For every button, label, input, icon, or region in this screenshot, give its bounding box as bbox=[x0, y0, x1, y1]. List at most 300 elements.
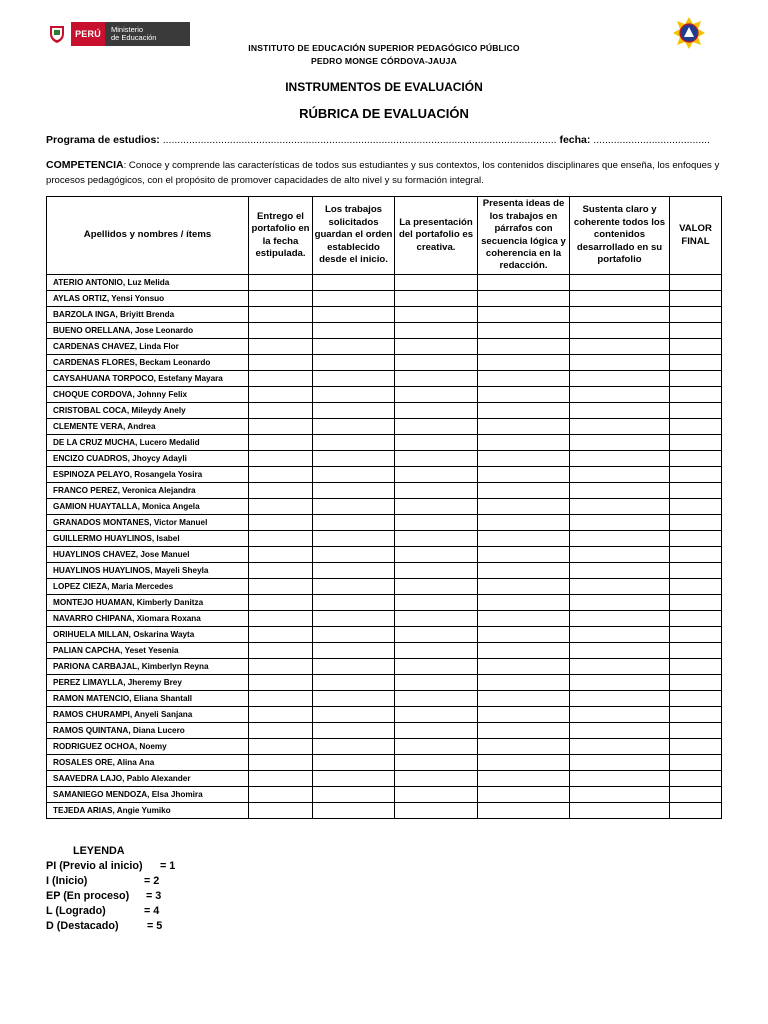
score-cell[interactable] bbox=[313, 611, 395, 627]
score-cell[interactable] bbox=[249, 339, 313, 355]
table-row bbox=[47, 771, 722, 787]
table-row bbox=[47, 643, 722, 659]
score-cell[interactable] bbox=[249, 547, 313, 563]
score-cell[interactable] bbox=[570, 547, 670, 563]
score-cell[interactable] bbox=[313, 339, 395, 355]
score-cell[interactable] bbox=[313, 467, 395, 483]
score-cell[interactable] bbox=[249, 611, 313, 627]
score-cell[interactable] bbox=[249, 755, 313, 771]
rubric-table bbox=[46, 196, 722, 819]
score-cell[interactable] bbox=[395, 787, 478, 803]
score-cell[interactable] bbox=[570, 803, 670, 819]
score-cell[interactable] bbox=[249, 643, 313, 659]
score-cell[interactable] bbox=[570, 675, 670, 691]
valor-final-cell[interactable] bbox=[670, 355, 722, 371]
score-cell[interactable] bbox=[478, 579, 570, 595]
table-row bbox=[47, 451, 722, 467]
score-cell[interactable] bbox=[570, 579, 670, 595]
score-cell[interactable] bbox=[478, 339, 570, 355]
score-cell[interactable] bbox=[249, 323, 313, 339]
score-cell[interactable] bbox=[249, 275, 313, 291]
score-cell[interactable] bbox=[570, 707, 670, 723]
score-cell[interactable] bbox=[249, 659, 313, 675]
valor-final-cell[interactable] bbox=[670, 275, 722, 291]
legend-item bbox=[46, 859, 175, 874]
score-cell[interactable] bbox=[249, 387, 313, 403]
score-cell[interactable] bbox=[570, 627, 670, 643]
score-cell[interactable] bbox=[570, 595, 670, 611]
legend bbox=[46, 844, 175, 934]
legend-value: = 1 bbox=[160, 860, 176, 872]
table-row bbox=[47, 515, 722, 531]
competencia-text: : Conoce y comprende las características de todos sus estudiantes y sus contextos, los contenidos disciplinares que enseña, los enfoques y procesos pedagógicos, con el propósito de promover capacidades de alto nivel y su formación integral. bbox=[46, 160, 720, 186]
student-name: CARDENAS CHAVEZ, Linda Flor bbox=[47, 339, 249, 355]
student-name: CARDENAS FLORES, Beckam Leonardo bbox=[47, 355, 249, 371]
score-cell[interactable] bbox=[478, 771, 570, 787]
score-cell[interactable] bbox=[570, 403, 670, 419]
table-row bbox=[47, 627, 722, 643]
score-cell[interactable] bbox=[395, 531, 478, 547]
student-name: GUILLERMO HUAYLINOS, Isabel bbox=[47, 531, 249, 547]
score-cell[interactable] bbox=[478, 595, 570, 611]
score-cell[interactable] bbox=[478, 787, 570, 803]
score-cell[interactable] bbox=[395, 755, 478, 771]
score-cell[interactable] bbox=[249, 627, 313, 643]
legend-label: L (Logrado) bbox=[46, 905, 106, 917]
score-cell[interactable] bbox=[570, 771, 670, 787]
table-row bbox=[47, 371, 722, 387]
score-cell[interactable] bbox=[570, 275, 670, 291]
student-name: CRISTOBAL COCA, Mileydy Anely bbox=[47, 403, 249, 419]
valor-final-cell[interactable] bbox=[670, 771, 722, 787]
score-cell[interactable] bbox=[249, 451, 313, 467]
score-cell[interactable] bbox=[249, 531, 313, 547]
score-cell[interactable] bbox=[395, 579, 478, 595]
valor-final-cell[interactable] bbox=[670, 675, 722, 691]
score-cell[interactable] bbox=[395, 467, 478, 483]
student-name: GAMION HUAYTALLA, Monica Angela bbox=[47, 499, 249, 515]
score-cell[interactable] bbox=[249, 675, 313, 691]
score-cell[interactable] bbox=[570, 659, 670, 675]
ministry-line-2: de Educación bbox=[111, 33, 157, 42]
student-name: RAMOS CHURAMPI, Anyeli Sanjana bbox=[47, 707, 249, 723]
score-cell[interactable] bbox=[395, 691, 478, 707]
header-criterio-2: Los trabajos solicitados guardan el orden establecido desde el inicio. bbox=[313, 197, 395, 275]
student-name: ROSALES ORE, Alina Ana bbox=[47, 755, 249, 771]
score-cell[interactable] bbox=[395, 403, 478, 419]
score-cell[interactable] bbox=[395, 499, 478, 515]
student-name: ORIHUELA MILLAN, Oskarina Wayta bbox=[47, 627, 249, 643]
valor-final-cell[interactable] bbox=[670, 595, 722, 611]
table-row bbox=[47, 579, 722, 595]
score-cell[interactable] bbox=[313, 291, 395, 307]
score-cell[interactable] bbox=[478, 691, 570, 707]
valor-final-cell[interactable] bbox=[670, 627, 722, 643]
legend-value: = 5 bbox=[147, 920, 163, 932]
score-cell[interactable] bbox=[478, 371, 570, 387]
score-cell[interactable] bbox=[249, 499, 313, 515]
score-cell[interactable] bbox=[395, 307, 478, 323]
score-cell[interactable] bbox=[478, 755, 570, 771]
score-cell[interactable] bbox=[395, 435, 478, 451]
score-cell[interactable] bbox=[395, 387, 478, 403]
score-cell[interactable] bbox=[478, 355, 570, 371]
score-cell[interactable] bbox=[570, 435, 670, 451]
score-cell[interactable] bbox=[395, 771, 478, 787]
programa-field[interactable]: ....................................................................................................................................... bbox=[159, 134, 557, 146]
score-cell[interactable] bbox=[478, 515, 570, 531]
student-name: GRANADOS MONTANES, Victor Manuel bbox=[47, 515, 249, 531]
competencia-label: COMPETENCIA bbox=[46, 159, 124, 171]
score-cell[interactable] bbox=[395, 611, 478, 627]
score-cell[interactable] bbox=[478, 435, 570, 451]
legend-label: D (Destacado) bbox=[46, 920, 119, 932]
student-name: LOPEZ CIEZA, Maria Mercedes bbox=[47, 579, 249, 595]
score-cell[interactable] bbox=[570, 531, 670, 547]
table-row bbox=[47, 531, 722, 547]
score-cell[interactable] bbox=[313, 739, 395, 755]
student-name: CLEMENTE VERA, Andrea bbox=[47, 419, 249, 435]
student-name: SAMANIEGO MENDOZA, Elsa Jhomira bbox=[47, 787, 249, 803]
score-cell[interactable] bbox=[478, 275, 570, 291]
table-row bbox=[47, 499, 722, 515]
valor-final-cell[interactable] bbox=[670, 435, 722, 451]
score-cell[interactable] bbox=[313, 691, 395, 707]
document-title: INSTRUMENTOS DE EVALUACIÓN bbox=[285, 80, 483, 94]
score-cell[interactable] bbox=[478, 419, 570, 435]
competencia-paragraph bbox=[46, 158, 724, 188]
valor-final-cell[interactable] bbox=[670, 787, 722, 803]
score-cell[interactable] bbox=[570, 371, 670, 387]
institution-location: PEDRO MONGE CÓRDOVA-JAUJA bbox=[311, 56, 457, 66]
valor-final-cell[interactable] bbox=[670, 803, 722, 819]
score-cell[interactable] bbox=[313, 323, 395, 339]
student-name: PARIONA CARBAJAL, Kimberlyn Reyna bbox=[47, 659, 249, 675]
table-row bbox=[47, 291, 722, 307]
score-cell[interactable] bbox=[478, 675, 570, 691]
score-cell[interactable] bbox=[395, 659, 478, 675]
score-cell[interactable] bbox=[313, 707, 395, 723]
table-row bbox=[47, 755, 722, 771]
score-cell[interactable] bbox=[313, 723, 395, 739]
score-cell[interactable] bbox=[249, 739, 313, 755]
score-cell[interactable] bbox=[395, 547, 478, 563]
score-cell[interactable] bbox=[313, 387, 395, 403]
score-cell[interactable] bbox=[313, 547, 395, 563]
valor-final-cell[interactable] bbox=[670, 387, 722, 403]
score-cell[interactable] bbox=[570, 723, 670, 739]
score-cell[interactable] bbox=[395, 275, 478, 291]
table-row bbox=[47, 355, 722, 371]
score-cell[interactable] bbox=[395, 707, 478, 723]
score-cell[interactable] bbox=[249, 595, 313, 611]
valor-final-cell[interactable] bbox=[670, 707, 722, 723]
valor-final-cell[interactable] bbox=[670, 643, 722, 659]
score-cell[interactable] bbox=[395, 723, 478, 739]
student-name: RODRIGUEZ OCHOA, Noemy bbox=[47, 739, 249, 755]
valor-final-cell[interactable] bbox=[670, 691, 722, 707]
header-nombres: Apellidos y nombres / ítems bbox=[47, 197, 249, 275]
score-cell[interactable] bbox=[395, 803, 478, 819]
score-cell[interactable] bbox=[249, 419, 313, 435]
table-row bbox=[47, 275, 722, 291]
score-cell[interactable] bbox=[313, 579, 395, 595]
score-cell[interactable] bbox=[249, 563, 313, 579]
score-cell[interactable] bbox=[570, 499, 670, 515]
score-cell[interactable] bbox=[570, 691, 670, 707]
score-cell[interactable] bbox=[570, 451, 670, 467]
score-cell[interactable] bbox=[313, 499, 395, 515]
student-name: CAYSAHUANA TORPOCO, Estefany Mayara bbox=[47, 371, 249, 387]
table-row bbox=[47, 563, 722, 579]
score-cell[interactable] bbox=[395, 451, 478, 467]
valor-final-cell[interactable] bbox=[670, 323, 722, 339]
document-subtitle: RÚBRICA DE EVALUACIÓN bbox=[299, 106, 469, 121]
score-cell[interactable] bbox=[570, 755, 670, 771]
score-cell[interactable] bbox=[570, 355, 670, 371]
legend-item bbox=[46, 874, 175, 889]
table-row bbox=[47, 659, 722, 675]
student-name: ENCIZO CUADROS, Jhoycy Adayli bbox=[47, 451, 249, 467]
score-cell[interactable] bbox=[313, 451, 395, 467]
score-cell[interactable] bbox=[478, 323, 570, 339]
table-row bbox=[47, 707, 722, 723]
student-name: PEREZ LIMAYLLA, Jheremy Brey bbox=[47, 675, 249, 691]
score-cell[interactable] bbox=[478, 483, 570, 499]
score-cell[interactable] bbox=[249, 467, 313, 483]
fecha-label: fecha: bbox=[556, 134, 591, 146]
score-cell[interactable] bbox=[313, 371, 395, 387]
score-cell[interactable] bbox=[395, 739, 478, 755]
score-cell[interactable] bbox=[313, 771, 395, 787]
score-cell[interactable] bbox=[395, 643, 478, 659]
score-cell[interactable] bbox=[478, 467, 570, 483]
score-cell[interactable] bbox=[570, 419, 670, 435]
valor-final-cell[interactable] bbox=[670, 611, 722, 627]
legend-value: = 2 bbox=[144, 875, 160, 887]
score-cell[interactable] bbox=[313, 355, 395, 371]
student-name: FRANCO PEREZ, Veronica Alejandra bbox=[47, 483, 249, 499]
table-row bbox=[47, 611, 722, 627]
valor-final-cell[interactable] bbox=[670, 403, 722, 419]
score-cell[interactable] bbox=[478, 387, 570, 403]
score-cell[interactable] bbox=[395, 627, 478, 643]
score-cell[interactable] bbox=[249, 723, 313, 739]
valor-final-cell[interactable] bbox=[670, 563, 722, 579]
score-cell[interactable] bbox=[570, 323, 670, 339]
score-cell[interactable] bbox=[478, 307, 570, 323]
score-cell[interactable] bbox=[395, 515, 478, 531]
student-name: RAMOS QUINTANA, Diana Lucero bbox=[47, 723, 249, 739]
score-cell[interactable] bbox=[570, 291, 670, 307]
score-cell[interactable] bbox=[478, 563, 570, 579]
score-cell[interactable] bbox=[478, 403, 570, 419]
score-cell[interactable] bbox=[313, 755, 395, 771]
programa-label: Programa de estudios: bbox=[46, 134, 160, 146]
table-row bbox=[47, 595, 722, 611]
score-cell[interactable] bbox=[249, 355, 313, 371]
score-cell[interactable] bbox=[570, 467, 670, 483]
valor-final-cell[interactable] bbox=[670, 659, 722, 675]
student-name: RAMON MATENCIO, Eliana Shantall bbox=[47, 691, 249, 707]
student-name: BUENO ORELLANA, Jose Leonardo bbox=[47, 323, 249, 339]
score-cell[interactable] bbox=[249, 771, 313, 787]
table-row bbox=[47, 675, 722, 691]
score-cell[interactable] bbox=[313, 531, 395, 547]
score-cell[interactable] bbox=[249, 707, 313, 723]
valor-final-cell[interactable] bbox=[670, 419, 722, 435]
valor-final-cell[interactable] bbox=[670, 531, 722, 547]
score-cell[interactable] bbox=[570, 483, 670, 499]
valor-final-cell[interactable] bbox=[670, 515, 722, 531]
student-name: SAAVEDRA LAJO, Pablo Alexander bbox=[47, 771, 249, 787]
score-cell[interactable] bbox=[249, 307, 313, 323]
score-cell[interactable] bbox=[395, 355, 478, 371]
score-cell[interactable] bbox=[478, 627, 570, 643]
score-cell[interactable] bbox=[478, 643, 570, 659]
valor-final-cell[interactable] bbox=[670, 579, 722, 595]
score-cell[interactable] bbox=[249, 403, 313, 419]
legend-label: EP (En proceso) bbox=[46, 890, 130, 902]
score-cell[interactable] bbox=[395, 339, 478, 355]
score-cell[interactable] bbox=[478, 451, 570, 467]
score-cell[interactable] bbox=[313, 403, 395, 419]
table-row bbox=[47, 803, 722, 819]
score-cell[interactable] bbox=[313, 595, 395, 611]
score-cell[interactable] bbox=[570, 563, 670, 579]
legend-item bbox=[46, 919, 175, 934]
score-cell[interactable] bbox=[570, 387, 670, 403]
score-cell[interactable] bbox=[570, 643, 670, 659]
student-name: DE LA CRUZ MUCHA, Lucero Medalid bbox=[47, 435, 249, 451]
score-cell[interactable] bbox=[249, 803, 313, 819]
score-cell[interactable] bbox=[395, 291, 478, 307]
table-row bbox=[47, 787, 722, 803]
table-row bbox=[47, 323, 722, 339]
table-row bbox=[47, 547, 722, 563]
header-criterio-1: Entrego el portafolio en la fecha estipulada. bbox=[249, 197, 313, 275]
score-cell[interactable] bbox=[313, 659, 395, 675]
score-cell[interactable] bbox=[395, 371, 478, 387]
score-cell[interactable] bbox=[478, 611, 570, 627]
legend-value: = 4 bbox=[144, 905, 160, 917]
score-cell[interactable] bbox=[313, 419, 395, 435]
score-cell[interactable] bbox=[570, 611, 670, 627]
score-cell[interactable] bbox=[395, 483, 478, 499]
valor-final-cell[interactable] bbox=[670, 307, 722, 323]
valor-final-cell[interactable] bbox=[670, 739, 722, 755]
legend-title: LEYENDA bbox=[73, 845, 125, 857]
score-cell[interactable] bbox=[478, 723, 570, 739]
legend-value: = 3 bbox=[146, 890, 162, 902]
score-cell[interactable] bbox=[313, 483, 395, 499]
score-cell[interactable] bbox=[478, 531, 570, 547]
valor-final-cell[interactable] bbox=[670, 339, 722, 355]
score-cell[interactable] bbox=[249, 483, 313, 499]
header-valor-final: VALOR FINAL bbox=[670, 197, 722, 275]
score-cell[interactable] bbox=[570, 515, 670, 531]
student-name: BARZOLA INGA, Briyitt Brenda bbox=[47, 307, 249, 323]
score-cell[interactable] bbox=[478, 739, 570, 755]
student-name: AYLAS ORTIZ, Yensi Yonsuo bbox=[47, 291, 249, 307]
score-cell[interactable] bbox=[570, 339, 670, 355]
score-cell[interactable] bbox=[313, 435, 395, 451]
valor-final-cell[interactable] bbox=[670, 291, 722, 307]
score-cell[interactable] bbox=[249, 787, 313, 803]
valor-final-cell[interactable] bbox=[670, 755, 722, 771]
score-cell[interactable] bbox=[249, 691, 313, 707]
table-row bbox=[47, 739, 722, 755]
peru-label: PERÚ bbox=[71, 22, 105, 46]
table-header-row bbox=[47, 197, 722, 275]
score-cell[interactable] bbox=[570, 739, 670, 755]
score-cell[interactable] bbox=[570, 307, 670, 323]
institution-name: INSTITUTO DE EDUCACIÓN SUPERIOR PEDAGÓGICO PÚBLICO bbox=[248, 43, 520, 53]
score-cell[interactable] bbox=[478, 499, 570, 515]
score-cell[interactable] bbox=[395, 323, 478, 339]
score-cell[interactable] bbox=[570, 787, 670, 803]
student-name: ESPINOZA PELAYO, Rosangela Yosira bbox=[47, 467, 249, 483]
score-cell[interactable] bbox=[478, 803, 570, 819]
score-cell[interactable] bbox=[313, 563, 395, 579]
score-cell[interactable] bbox=[478, 547, 570, 563]
score-cell[interactable] bbox=[395, 595, 478, 611]
score-cell[interactable] bbox=[395, 563, 478, 579]
student-name: CHOQUE CORDOVA, Johnny Felix bbox=[47, 387, 249, 403]
table-row bbox=[47, 339, 722, 355]
score-cell[interactable] bbox=[478, 659, 570, 675]
score-cell[interactable] bbox=[395, 419, 478, 435]
table-row bbox=[47, 387, 722, 403]
score-cell[interactable] bbox=[313, 643, 395, 659]
legend-label: PI (Previo al inicio) bbox=[46, 860, 143, 872]
score-cell[interactable] bbox=[313, 307, 395, 323]
header-criterio-4: Presenta ideas de los trabajos en párrafos con secuencia lógica y coherencia en la redacción. bbox=[478, 197, 570, 275]
score-cell[interactable] bbox=[313, 275, 395, 291]
valor-final-cell[interactable] bbox=[670, 723, 722, 739]
student-name: NAVARRO CHIPANA, Xiomara Roxana bbox=[47, 611, 249, 627]
student-name: HUAYLINOS CHAVEZ, Jose Manuel bbox=[47, 547, 249, 563]
valor-final-cell[interactable] bbox=[670, 483, 722, 499]
valor-final-cell[interactable] bbox=[670, 547, 722, 563]
valor-final-cell[interactable] bbox=[670, 371, 722, 387]
score-cell[interactable] bbox=[249, 579, 313, 595]
score-cell[interactable] bbox=[249, 371, 313, 387]
rubric-body bbox=[47, 275, 722, 819]
programa-line bbox=[46, 134, 726, 146]
table-row bbox=[47, 483, 722, 499]
student-name: HUAYLINOS HUAYLINOS, Mayeli Sheyla bbox=[47, 563, 249, 579]
score-cell[interactable] bbox=[313, 627, 395, 643]
table-row bbox=[47, 419, 722, 435]
score-cell[interactable] bbox=[478, 291, 570, 307]
score-cell[interactable] bbox=[478, 707, 570, 723]
score-cell[interactable] bbox=[249, 515, 313, 531]
score-cell[interactable] bbox=[313, 787, 395, 803]
score-cell[interactable] bbox=[313, 675, 395, 691]
valor-final-cell[interactable] bbox=[670, 451, 722, 467]
score-cell[interactable] bbox=[249, 435, 313, 451]
fecha-field[interactable]: ........................................ bbox=[590, 134, 710, 146]
score-cell[interactable] bbox=[313, 515, 395, 531]
valor-final-cell[interactable] bbox=[670, 499, 722, 515]
legend-item bbox=[46, 889, 175, 904]
score-cell[interactable] bbox=[395, 675, 478, 691]
score-cell[interactable] bbox=[249, 291, 313, 307]
table-row bbox=[47, 307, 722, 323]
valor-final-cell[interactable] bbox=[670, 467, 722, 483]
score-cell[interactable] bbox=[313, 803, 395, 819]
